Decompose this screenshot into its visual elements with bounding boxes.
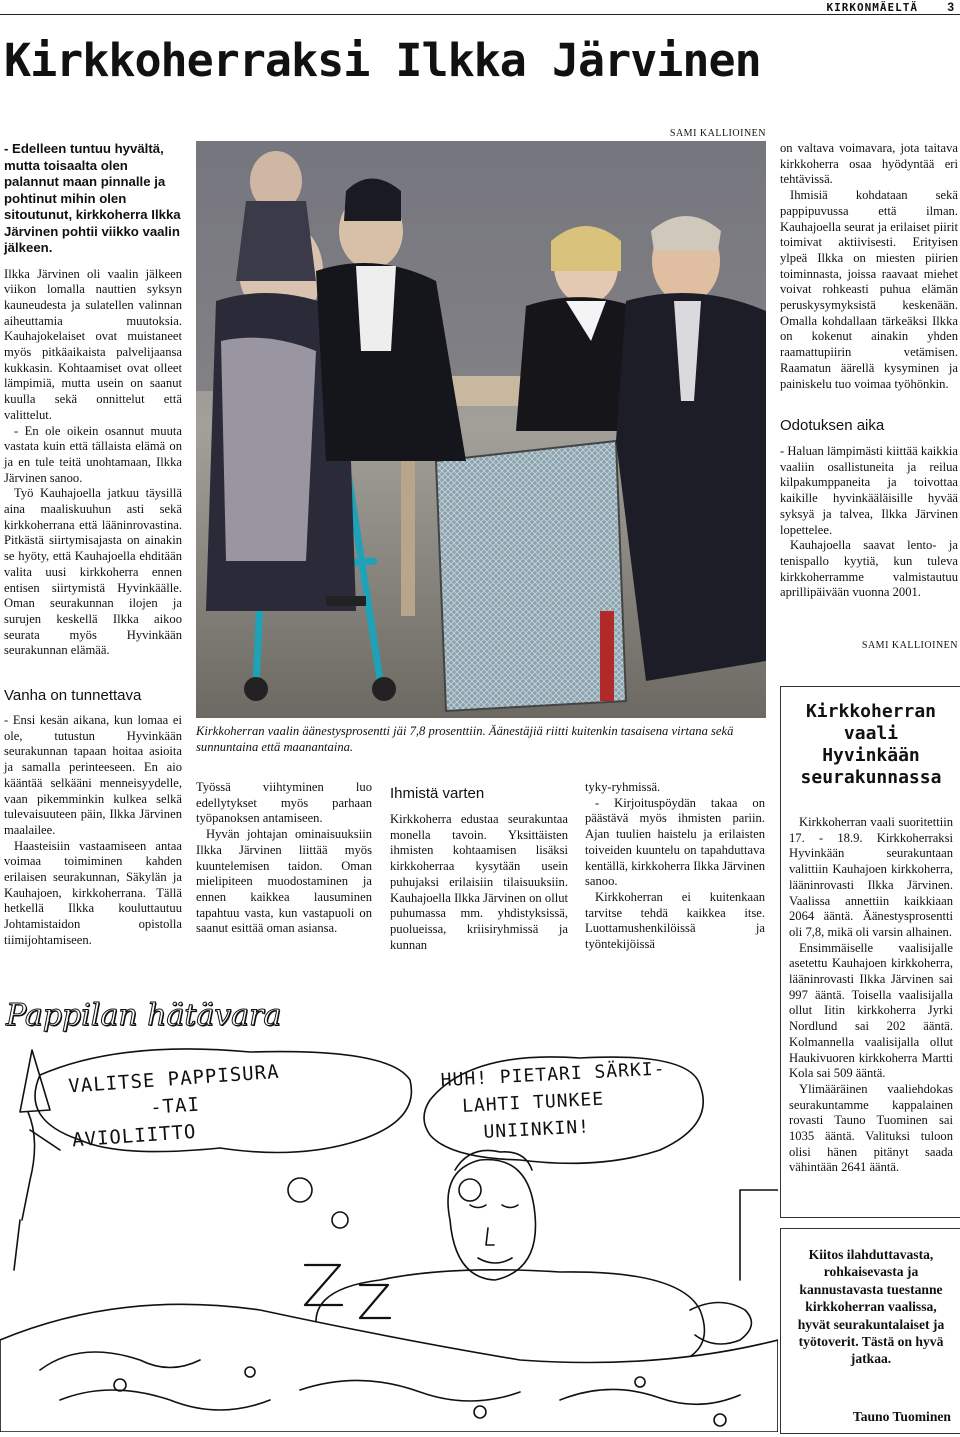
photo-credit: SAMI KALLIOINEN — [669, 128, 766, 139]
cartoon-title: Pappilan hätävara — [6, 998, 282, 1033]
body-paragraph: Ilkka Järvinen oli vaalin jälkeen viikon lomalla nauttien syksyn kauneudesta ja sulatellen valinnan aiheuttamia muutoksia. Kauhajokelaiset ovat muistaneet myös pitkäaikaista palvelijaansa kukkasin. Kohtaamiset ovat olleet lämpimiä, mutta usein on saanut kuulla sekä onnittelut että valittelut. — [4, 266, 182, 422]
cartoon-text-line: HUH! PIETARI SÄRKI- — [440, 1058, 666, 1092]
col1-text — [4, 267, 182, 660]
cartoon-text-line: -TAI — [149, 1093, 201, 1119]
body-paragraph: Ylimääräinen vaaliehdokas seurakuntamme kappalainen rovasti Tauno Tuominen sai 1035 ääntä. Valituksi tuloon olisi hänen pitänyt saada vähintään 2641 ääntä. — [789, 1081, 953, 1175]
column-3 — [196, 780, 372, 937]
section-odotuksen — [780, 416, 958, 601]
body-paragraph: - En ole oikein osannut muuta vastata kuin että tällaista elämä on ja en tule teitä unohtamaan, Ilkka Järvinen sanoo. — [4, 423, 182, 485]
column-5 — [585, 780, 765, 953]
section-odotuksen-text — [780, 444, 958, 601]
body-paragraph: tyky-ryhmissä. — [585, 780, 661, 794]
body-paragraph: - Haluan lämpimästi kiittää kaikkia vaaliin osallistuneita ja reilua kilpakumppaneita ja toivottaa kaikille hyvinkääläisille hyvää syksyä ja talvea, Ilkka Järvinen lopettelee. — [780, 444, 958, 537]
cartoon-text-line: VALITSE PAPPISURA — [67, 1060, 281, 1098]
thanks-signature: Tauno Tuominen — [852, 1408, 951, 1424]
photo-caption: Kirkkoherran vaalin äänestysprosentti jäi 7,8 prosenttiin. Äänestäjiä riitti kuitenkin tasaisena virtana sekä sunnuntaina että maanantaina. — [196, 724, 734, 754]
photo-illustration — [196, 141, 766, 718]
page-header-bar — [0, 0, 960, 15]
column-1 — [4, 141, 182, 659]
body-paragraph: Ensimmäiselle vaalisijalle asetettu Kauhajoen kirkkoherra, lääninrovasti Ilkka Järvinen sai 997 ääntä. Toisella vaalisijalla ollut Iitin kirkkoherra Jyrki Nordlund sai 202 ääntä. Kolmannella vaalisijalla ollut Haukivuoren kirkkoherra Martti Kola sai 509 ääntä. — [789, 940, 953, 1081]
cartoon-text-line: UNIINKIN! — [482, 1116, 591, 1143]
section-vanha — [4, 686, 182, 949]
byline: SAMI KALLIOINEN — [861, 640, 958, 651]
subheading: Vanha on tunnettava — [4, 687, 142, 704]
body-paragraph: Kirkkoherran ei kuitenkaan tarvitse tehdä kaikkea itse. Luottamushenkilöissä ja työntekijöissä — [585, 889, 765, 952]
body-paragraph: Työ Kauhajoella jatkuu täysillä aina maaliskuuhun asti sekä kirkkoherrana että lääninrovastina. Pitkästä siirtymisajasta on ainakin se hyöty, että Kauhajoella ehditään valita uusi kirkkoherra ennen entisen siirtymistä Hyvinkäälle. Oman seurakunnan ilojen ja surujen keskellä Ilkka aikoo seurata myös Hyvinkään seurakunnan elämää. — [4, 486, 182, 658]
body-paragraph: Hyvän johtajan ominaisuuksiin Ilkka Järvinen liittää myös kuuntelemisen taidon. Oman mielipiteen muodostaminen ja ennen kaikkea lausuminen tapahtuu vasta, kun vastapuoli on saanut esittää oman asiansa. — [196, 827, 372, 936]
section-ihmista — [390, 784, 568, 953]
cartoon-text-line: AVIOLIITTO — [71, 1120, 198, 1152]
thanks-text: Kiitos ilahduttavasta, rohkaisevasta ja kannustavasta tuestanne kirkkoherran vaalissa, hyvät seurakuntalaiset ja työtoverit. Tästä on hyvä jatkaa. — [797, 1247, 945, 1367]
election-results-box — [780, 686, 960, 1218]
sidebar-text — [789, 815, 953, 1176]
body-paragraph: Kirkkoherra edustaa seurakuntaa monella tavoin. Yksittäisten ihmisten kohtaamisen lisäksi kirkkoherraa kysytään usein puhujaksi erilaisiin tilaisuuksiin. Kauhajoella Ilkka Järvinen on ollut puhumassa mm. yhdistyksissä, puolueissa, kriisiryhmissä ja kunnan — [390, 812, 568, 952]
subheading: Odotuksen aika — [780, 417, 885, 434]
cartoon-text-line: LAHTI TUNKEE — [461, 1088, 605, 1118]
cartoon-illustration — [0, 1040, 778, 1432]
page-number: 3 — [947, 0, 954, 14]
body-paragraph: Kauhajoella saavat lento- ja tenispallo kyytiä, kun tuleva kirkkoherramme valmistautuu aprillipäivään vuonna 2001. — [780, 538, 958, 600]
cartoon-right-bubble-text — [440, 1053, 714, 1148]
section-vanha-text — [4, 713, 182, 949]
body-paragraph: Haasteisiin vastaamiseen antaa voimaa toimiminen kahden erilaisen seurakunnan, Säkylän ja Kauhajoen, kirkkoherrana. Tällä hetkellä Ilkka kouluttautuu Johtamistaidon opistolla tiimijohtamiseen. — [4, 838, 182, 947]
section-label: KIRKONMÄELTÄ — [826, 1, 918, 14]
lead-paragraph: - Edelleen tuntuu hyvältä, mutta toisaalta olen palannut maan pinnalle ja pohtinut mihin olen sitoutunut, kirkkoherra Ilkka Järvinen pohtii viikko vaalin jälkeen. — [4, 141, 181, 255]
subheading: Ihmistä varten — [390, 785, 485, 802]
body-paragraph: - Kirjoituspöydän takaa on päästävä myös ihmisten pariin. Ajan tuulien haistelu ja erilaisten toiveiden kuuntelu on tapahduttava kentällä, kirkkoherra Ilkka Järvinen sanoo. — [585, 795, 765, 889]
sidebar-heading: Kirkkoherran vaali Hyvinkään seurakunnassa — [800, 701, 942, 788]
thanks-box — [780, 1228, 960, 1434]
body-paragraph: Kirkkoherran vaali suoritettiin 17. - 18.9. Kirkkoherraksi Hyvinkään seurakuntaan valittiin Kauhajoen kirkkoherra, lääninrovasti Ilkka Järvinen. Vaalissa annettiin kaikkiaan 2064 ääntä. Äänestysprosentti oli 7,8, mikä oli varsin alhainen. — [789, 815, 953, 939]
section-ihmista-text — [390, 812, 568, 953]
body-paragraph: - Ensi kesän aikana, kun lomaa ei ole, tutustun Hyvinkään seurakunnan tapaan hoitaa asioita ja samalla perinteeseen. En aio kääntää selkääni menneisyydelle, vaan pikemminkin kulkea selkä tulevaisuuteen päin, Ilkka Järvinen maalailee. — [4, 713, 182, 837]
body-paragraph: Työssä viihtyminen luo edellytykset myös parhaan työpanoksen antamiseen. — [196, 780, 372, 826]
news-photo — [196, 141, 766, 718]
body-paragraph: on valtava voimavara, jota taitava kirkkoherra osaa hyödyntää eri tehtävissä. — [780, 141, 958, 187]
body-paragraph: Ihmisiä kohdataan sekä pappipuvussa että ilman. Kauhajoella seurat ja erilaiset piirit toimivat aktiivisesti. Erityisen ylpeä Ilkka on miesten piirien toiminnasta, joissa raavaat miehet voivat rohkeasti puhua elämän peruskysymyksistä keskenään. Omalla kohdallaan tärkeäksi Ilkka on kokenut ainakin yhden raamattupiirin vetämisen. Raamatun äärellä kysyminen ja painiskelu tuo voimaa työhönkin. — [780, 188, 958, 391]
column-6 — [780, 141, 958, 392]
headline: Kirkkoherraksi Ilkka Järvinen — [4, 34, 761, 87]
